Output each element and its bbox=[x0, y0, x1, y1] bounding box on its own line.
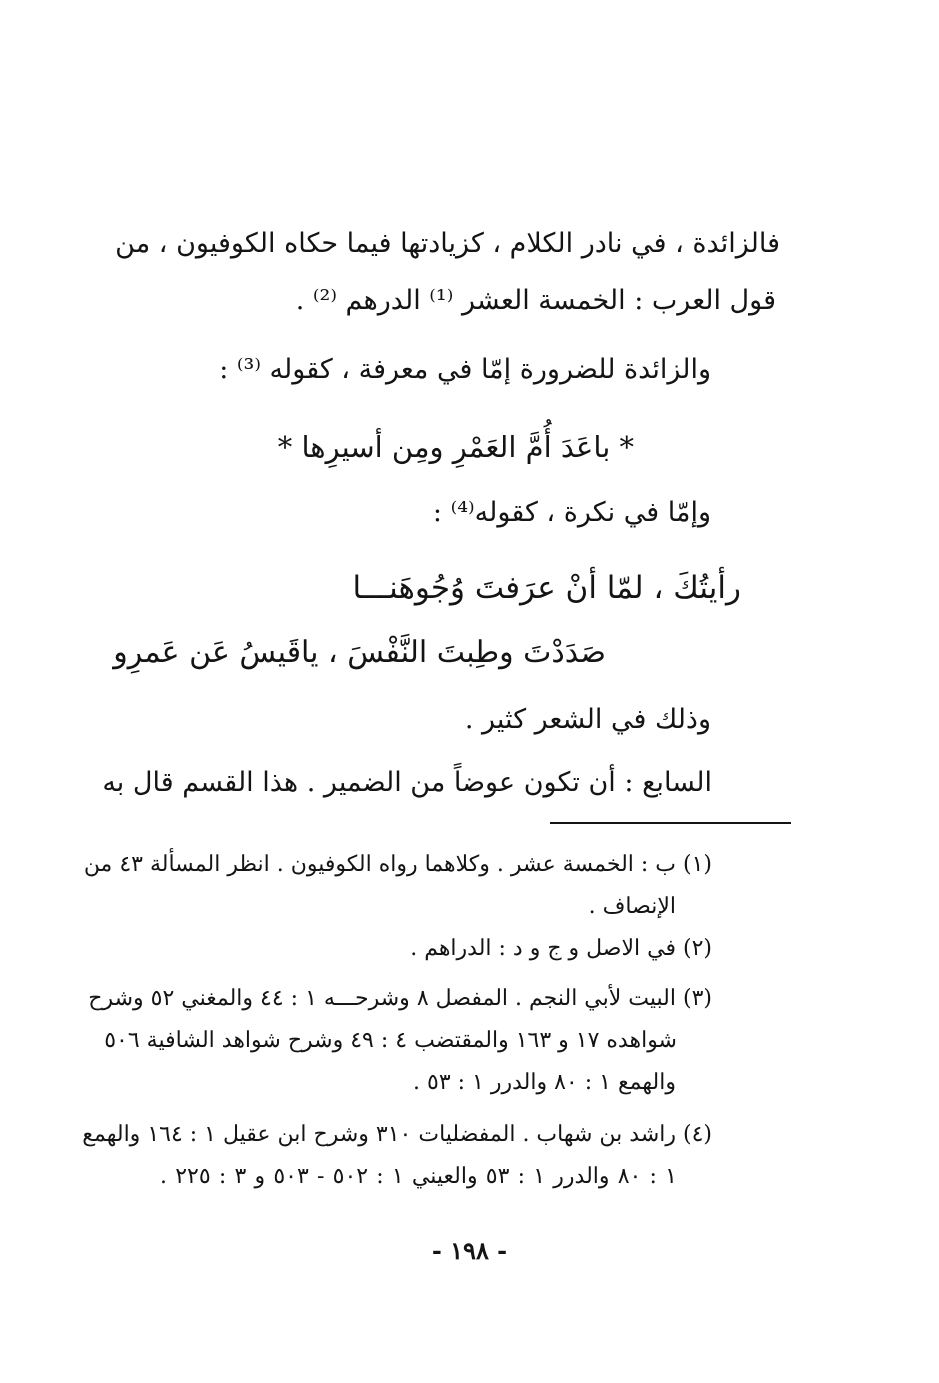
paragraph-1-line-1: فالزائدة ، في نادر الكلام ، كزيادتها فيما حكاه الكوفيون ، من bbox=[115, 228, 780, 259]
verse-2-second-hemistich: صَدَدْتَ وطِبتَ النَّفْسَ ، ياقَيسُ عَن عَمرِو bbox=[113, 635, 606, 670]
verse-1: * باعَدَ أُمَّ العَمْرِ ومِن أسيرِها * bbox=[277, 430, 634, 464]
paragraph-1-line-2: قول العرب : الخمسة العشر ⁽¹⁾ الدرهم ⁽²⁾ . bbox=[295, 285, 776, 316]
footnote-4-line-2: ١ : ٨٠ والدرر ١ : ٥٣ والعيني ١ : ٥٠٢ - ٥٠٣ و ٣ : ٢٢٥ . bbox=[160, 1164, 677, 1189]
footnote-4-line-1: (٤) راشد بن شهاب . المفضليات ٣١٠ وشرح ابن عقيل ١ : ١٦٤ والهمع bbox=[82, 1122, 712, 1147]
footnote-separator bbox=[550, 822, 791, 824]
paragraph-2: والزائدة للضرورة إمّا في معرفة ، كقوله ⁽³⁾ : bbox=[219, 354, 711, 385]
paragraph-3: وإمّا في نكرة ، كقوله⁽⁴⁾ : bbox=[432, 497, 711, 528]
verse-2-first-hemistich: رأيتُكَ ، لمّا أنْ عرَفتَ وُجُوهَنـــا bbox=[352, 570, 741, 606]
footnote-3-line-3: والهمع ١ : ٨٠ والدرر ١ : ٥٣ . bbox=[413, 1070, 676, 1095]
footnote-3-line-2: شواهده ١٧ و ١٦٣ والمقتضب ٤ : ٤٩ وشرح شواهد الشافية ٥٠٦ bbox=[104, 1028, 677, 1053]
footnote-3-line-1: (٣) البيت لأبي النجم . المفصل ٨ وشرحـــه ١ : ٤٤ والمغني ٥٢ وشرح bbox=[88, 986, 712, 1011]
page-number: - ١٩٨ - bbox=[431, 1236, 508, 1265]
footnote-2: (٢) في الاصل و ج و د : الدراهم . bbox=[410, 936, 712, 961]
footnote-1-line-2: الإنصاف . bbox=[588, 894, 676, 919]
footnote-1-line-1: (١) ب : الخمسة عشر . وكلاهما رواه الكوفيون . انظر المسألة ٤٣ من bbox=[83, 852, 712, 877]
paragraph-5: السابع : أن تكون عوضاً من الضمير . هذا القسم قال به bbox=[102, 767, 712, 798]
paragraph-4: وذلك في الشعر كثير . bbox=[464, 704, 711, 735]
